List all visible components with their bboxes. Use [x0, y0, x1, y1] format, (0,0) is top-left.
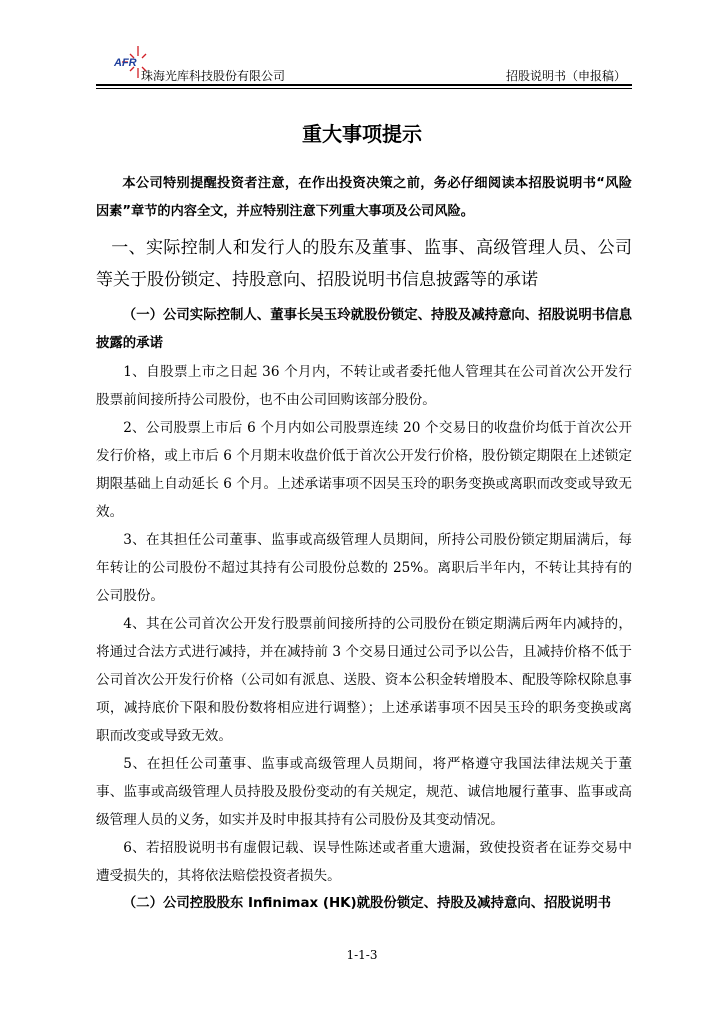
header-rule-thick [96, 84, 632, 86]
clause-1: 1、自股票上市之日起 36 个月内，不转让或者委托他人管理其在公司首次公开发行股票前间接所持公司股份，也不由公司回购该部分股份。 [96, 364, 632, 408]
document-type: 招股说明书（申报稿） [505, 69, 626, 83]
clause-5: 5、在担任公司董事、监事或高级管理人员期间，将严格遵守我国法律法规关于董事、监事或高级管理人员持股及股份变动的有关规定，规范、诚信地履行董事、监事或高级管理人员的义务，如实并及时申报其持有公司股份及其变动情况。 [96, 756, 632, 828]
document-body [96, 170, 632, 918]
company-name: 珠海光库科技股份有限公司 [141, 69, 286, 83]
page-title: 重大事项提示 [302, 122, 422, 146]
clause-6: 6、若招股说明书有虚假记载、误导性陈述或者重大遗漏，致使投资者在证券交易中遭受损失的，其将依法赔偿投资者损失。 [96, 840, 632, 884]
clause-4: 4、其在公司首次公开发行股票前间接所持的公司股份在锁定期满后两年内减持的，将通过合法方式进行减持，并在减持前 3 个交易日通过公司予以公告，且减持价格不低于公司首次公开发行价格（公司如有派息、送股、资本公积金转增股本、配股等除权除息事项，减持底价下限和股份数将相应进行调整）；上述承诺事项不因吴玉玲的职务变换或离职而改变或导致无效。 [96, 616, 632, 744]
intro-paragraph: 本公司特别提醒投资者注意，在作出投资决策之前，务必仔细阅读本招股说明书“风险因素”章节的内容全文，并应特别注意下列重大事项及公司风险。 [96, 176, 632, 219]
subsection-heading-1: （一）公司实际控制人、董事长吴玉玲就股份锁定、持股及减持意向、招股说明书信息披露的承诺 [96, 308, 632, 351]
clause-2: 2、公司股票上市后 6 个月内如公司股票连续 20 个交易日的收盘价均低于首次公开发行价格，或上市后 6 个月期末收盘价低于首次公开发行价格，股份锁定期限在上述锁定期限基础上自动延长 6 个月。上述承诺事项不因吴玉玲的职务变换或离职而改变或导致无效。 [96, 420, 632, 520]
section-heading: 一、实际控制人和发行人的股东及董事、监事、高级管理人员、公司等关于股份锁定、持股意向、招股说明书信息披露等的承诺 [96, 238, 632, 290]
clause-3: 3、在其担任公司董事、监事或高级管理人员期间，所持公司股份锁定期届满后，每年转让的公司股份不超过其持有公司股份总数的 25%。离职后半年内，不转让其持有的公司股份。 [96, 532, 632, 604]
subsection-heading-2: （二）公司控股股东 Infinimax (HK)就股份锁定、持股及减持意向、招股说明书 [122, 896, 612, 911]
page-number: 1-1-3 [346, 948, 378, 962]
header-rule-thin [96, 88, 632, 89]
page-header [96, 40, 632, 88]
logo-text: AFR [114, 57, 137, 69]
